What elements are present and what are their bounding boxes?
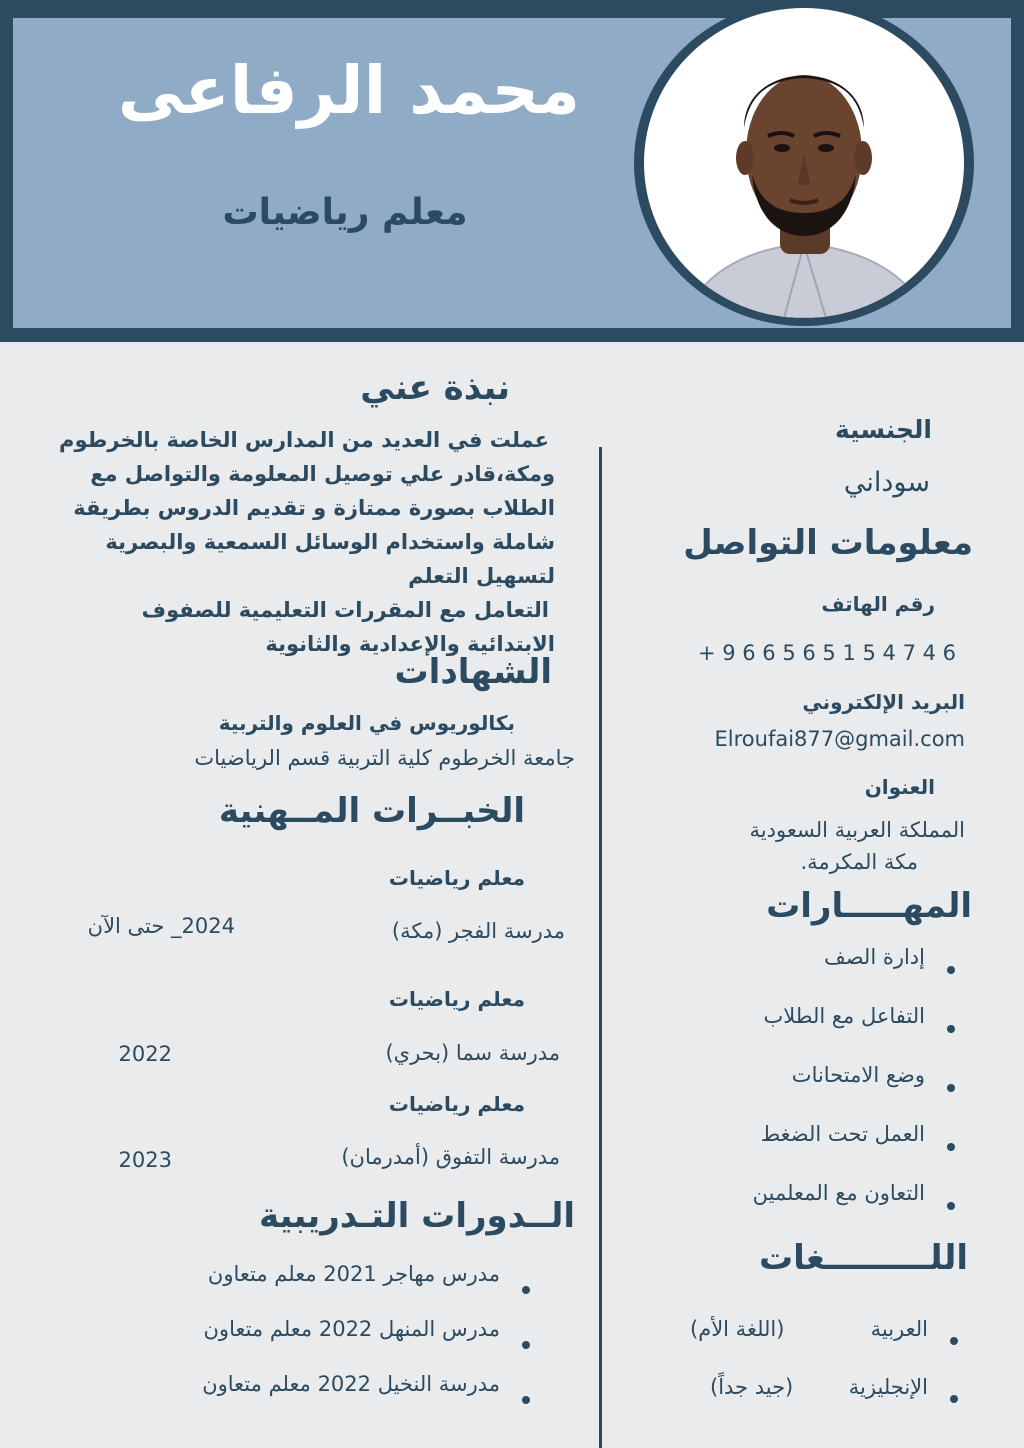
about-line: التعامل مع المقررات التعليمية للصفوف: [141, 598, 549, 622]
languages-list: [690, 1312, 928, 1428]
certificates-heading: الشهادات: [394, 652, 552, 692]
experience-period: 2023: [118, 1148, 172, 1172]
about-line: شاملة واستخدام الوسائل السمعية والبصرية: [105, 530, 555, 554]
language-name: الإنجليزية: [848, 1375, 928, 1399]
profile-photo-frame: [634, 0, 974, 326]
courses-heading: الــدورات التـدريبية: [259, 1196, 575, 1236]
about-line: الابتدائية والإعدادية والثانوية: [265, 632, 555, 656]
experience-school: مدرسة الفجر (مكة): [391, 919, 565, 943]
about-text: [10, 423, 555, 661]
email-label: البريد الإلكتروني: [802, 690, 965, 714]
skill-item: التفاعل مع الطلاب: [700, 999, 925, 1058]
experience-period: 2024_ حتى الآن: [87, 914, 235, 938]
experience-period: 2022: [118, 1042, 172, 1066]
course-item: مدرس المنهل 2022 معلم متعاون: [160, 1317, 500, 1372]
about-line: ومكة،قادر علي توصيل المعلومة والتواصل مع: [90, 462, 555, 486]
skills-heading: المهـــــارات: [766, 886, 972, 926]
course-item: مدرسة النخيل 2022 معلم متعاون: [160, 1372, 500, 1427]
phone-value: + 9 6 6 5 6 5 1 5 4 7 4 6: [697, 641, 956, 665]
profile-photo: [644, 8, 964, 318]
skill-item: وضع الامتحانات: [700, 1058, 925, 1117]
degree-title: بكالوريوس في العلوم والتربية: [218, 711, 515, 735]
phone-label: رقم الهاتف: [821, 592, 935, 616]
experience-job-title: معلم رياضيات: [388, 866, 525, 890]
experience-school: مدرسة التفوق (أمدرمان): [341, 1145, 560, 1169]
person-name: محمد الرفاعى: [117, 52, 580, 129]
about-heading: نبذة عني: [360, 368, 510, 408]
nationality-heading: الجنسية: [835, 415, 932, 444]
nationality-value: سوداني: [843, 467, 930, 498]
address-line: المملكة العربية السعودية: [749, 818, 965, 842]
language-item: [690, 1370, 928, 1428]
language-level: (اللغة الأم): [690, 1317, 785, 1341]
about-line: الطلاب بصورة ممتازة و تقديم الدروس بطريقة: [73, 496, 555, 520]
address-label: العنوان: [864, 775, 935, 799]
about-line: عملت في العديد من المدارس الخاصة بالخرطوم: [59, 428, 549, 452]
language-name: العربية: [870, 1317, 928, 1341]
skills-list: [700, 940, 925, 1235]
language-level: (جيد جداً): [710, 1375, 794, 1399]
course-item: مدرس مهاجر 2021 معلم متعاون: [160, 1262, 500, 1317]
contact-heading: معلومات التواصل: [683, 523, 973, 563]
experience-heading: الخبــرات المــهنية: [218, 791, 525, 831]
column-divider: [599, 447, 602, 1448]
job-title: معلم رياضيات: [222, 192, 468, 233]
avatar-portrait-icon: [644, 8, 964, 318]
languages-heading: اللـــــــــغات: [758, 1238, 968, 1278]
language-item: [690, 1312, 928, 1370]
email-value: Elroufai877@gmail.com: [714, 727, 965, 751]
address-line: مكة المكرمة.: [800, 850, 918, 874]
about-line: لتسهيل التعلم: [408, 564, 555, 588]
skill-item: التعاون مع المعلمين: [700, 1176, 925, 1235]
experience-school: مدرسة سما (بحري): [385, 1041, 560, 1065]
degree-institution: جامعة الخرطوم كلية التربية قسم الرياضيات: [194, 746, 575, 770]
experience-job-title: معلم رياضيات: [388, 1092, 525, 1116]
skill-item: إدارة الصف: [700, 940, 925, 999]
courses-list: [160, 1262, 500, 1427]
experience-job-title: معلم رياضيات: [388, 987, 525, 1011]
skill-item: العمل تحت الضغط: [700, 1117, 925, 1176]
